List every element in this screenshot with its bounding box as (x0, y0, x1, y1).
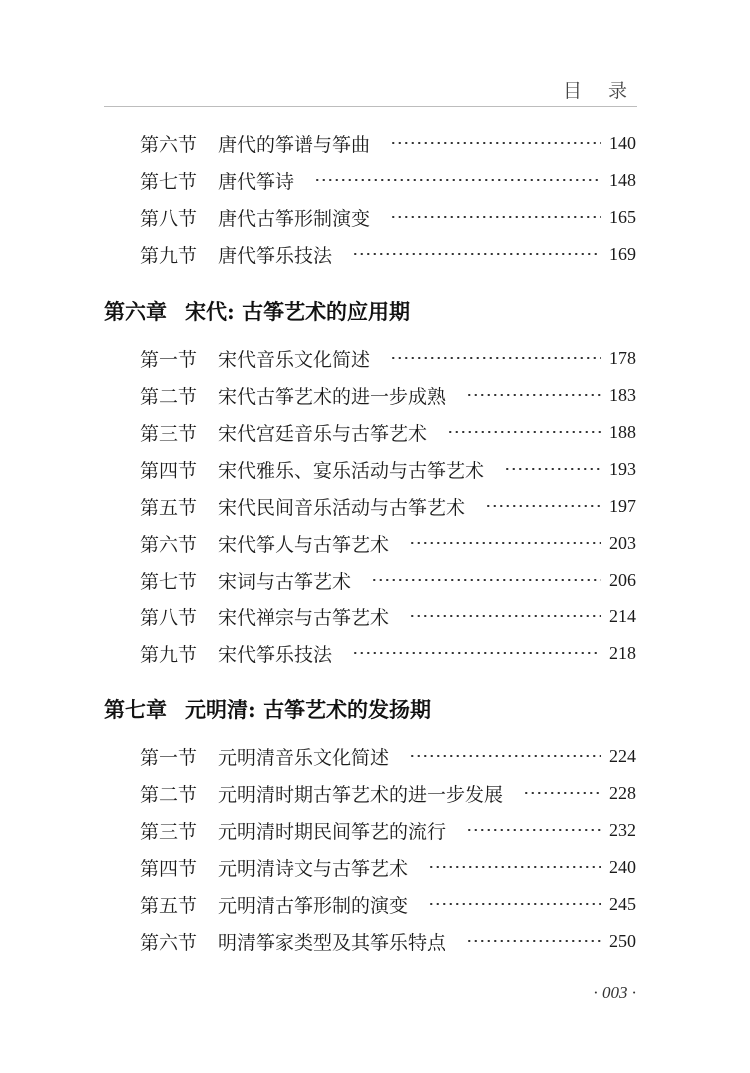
toc-entry[interactable] (140, 778, 636, 808)
toc-entry[interactable] (140, 380, 636, 410)
chapter-heading (104, 694, 431, 724)
section-title: 明清筝家类型及其筝乐特点 (218, 931, 447, 954)
section-page-number: 250 (609, 930, 636, 951)
section-number: 第七节 (140, 170, 198, 193)
toc-entry[interactable] (140, 741, 636, 771)
section-page-number: 197 (609, 495, 636, 516)
dot-leader (447, 431, 601, 433)
section-title: 宋代古筝艺术的进一步成熟 (218, 385, 447, 408)
section-title: 宋代雅乐、宴乐活动与古筝艺术 (218, 459, 485, 482)
chapter-title: 元明清: 古筝艺术的发扬期 (185, 697, 432, 722)
section-title: 宋代筝乐技法 (218, 643, 333, 666)
toc-entry[interactable] (140, 417, 636, 447)
section-title: 元明清时期古筝艺术的进一步发展 (218, 783, 504, 806)
toc-entry[interactable] (140, 601, 636, 631)
dot-leader (466, 394, 601, 396)
section-number: 第一节 (140, 746, 198, 769)
section-page-number: 224 (609, 745, 636, 766)
section-page-number: 140 (609, 132, 636, 153)
section-title: 唐代筝乐技法 (218, 244, 333, 267)
dot-leader (409, 755, 601, 757)
section-number: 第四节 (140, 857, 198, 880)
dot-leader (409, 615, 601, 617)
toc-entry[interactable] (140, 202, 636, 232)
chapter-heading (104, 296, 410, 326)
section-title: 宋代禅宗与古筝艺术 (218, 606, 390, 629)
section-title: 宋代民间音乐活动与古筝艺术 (218, 496, 466, 519)
dot-leader (466, 940, 601, 942)
section-number: 第一节 (140, 348, 198, 371)
section-title: 元明清古筝形制的演变 (218, 894, 409, 917)
section-title: 唐代古筝形制演变 (218, 207, 371, 230)
section-number: 第八节 (140, 207, 198, 230)
section-number: 第三节 (140, 820, 198, 843)
toc-entry[interactable] (140, 815, 636, 845)
section-title: 宋代筝人与古筝艺术 (218, 533, 390, 556)
section-title: 元明清音乐文化简述 (218, 746, 390, 769)
section-page-number: 214 (609, 605, 636, 626)
section-page-number: 165 (609, 206, 636, 227)
section-number: 第六节 (140, 533, 198, 556)
chapter-number: 第六章 (104, 299, 167, 324)
section-number: 第六节 (140, 931, 198, 954)
section-number: 第四节 (140, 459, 198, 482)
dot-leader (352, 652, 601, 654)
dot-leader (390, 357, 601, 359)
section-title: 宋词与古筝艺术 (218, 570, 352, 593)
section-page-number: 218 (609, 642, 636, 663)
toc-entry[interactable] (140, 926, 636, 956)
section-page-number: 169 (609, 243, 636, 264)
section-page-number: 148 (609, 169, 636, 190)
toc-entry[interactable] (140, 889, 636, 919)
toc-entry[interactable] (140, 528, 636, 558)
dot-leader (504, 468, 601, 470)
toc-entry[interactable] (140, 852, 636, 882)
section-title: 宋代宫廷音乐与古筝艺术 (218, 422, 428, 445)
dot-leader (314, 179, 601, 181)
section-title: 唐代的筝谱与筝曲 (218, 133, 371, 156)
section-page-number: 203 (609, 532, 636, 553)
toc-entry[interactable] (140, 239, 636, 269)
dot-leader (371, 579, 601, 581)
section-page-number: 178 (609, 347, 636, 368)
section-number: 第七节 (140, 570, 198, 593)
dot-leader (352, 253, 601, 255)
dot-leader (466, 829, 601, 831)
section-page-number: 183 (609, 384, 636, 405)
dot-leader (390, 216, 601, 218)
dot-leader (390, 142, 601, 144)
section-number: 第五节 (140, 496, 198, 519)
dot-leader (523, 792, 601, 794)
section-title: 元明清诗文与古筝艺术 (218, 857, 409, 880)
chapter-number: 第七章 (104, 697, 167, 722)
section-number: 第八节 (140, 606, 198, 629)
section-page-number: 245 (609, 893, 636, 914)
dot-leader (428, 866, 601, 868)
toc-entry[interactable] (140, 638, 636, 668)
dot-leader (428, 903, 601, 905)
section-number: 第九节 (140, 244, 198, 267)
section-number: 第二节 (140, 385, 198, 408)
section-number: 第九节 (140, 643, 198, 666)
section-page-number: 240 (609, 856, 636, 877)
section-title: 宋代音乐文化简述 (218, 348, 371, 371)
toc-entry[interactable] (140, 343, 636, 373)
chapter-title: 宋代: 古筝艺术的应用期 (185, 299, 411, 324)
section-page-number: 193 (609, 458, 636, 479)
section-number: 第三节 (140, 422, 198, 445)
toc-entry[interactable] (140, 565, 636, 595)
section-title: 元明清时期民间筝艺的流行 (218, 820, 447, 843)
section-number: 第六节 (140, 133, 198, 156)
toc-entry[interactable] (140, 454, 636, 484)
toc-entry[interactable] (140, 128, 636, 158)
section-title: 唐代筝诗 (218, 170, 295, 193)
dot-leader (485, 505, 601, 507)
running-header (104, 76, 637, 107)
section-number: 第二节 (140, 783, 198, 806)
header-title: 目 录 (562, 80, 637, 102)
dot-leader (409, 542, 601, 544)
toc-entry[interactable] (140, 165, 636, 195)
section-page-number: 188 (609, 421, 636, 442)
toc-entry[interactable] (140, 491, 636, 521)
section-page-number: 206 (609, 569, 636, 590)
section-page-number: 232 (609, 819, 636, 840)
section-number: 第五节 (140, 894, 198, 917)
page-number: · 003 · (593, 983, 636, 1002)
section-page-number: 228 (609, 782, 636, 803)
